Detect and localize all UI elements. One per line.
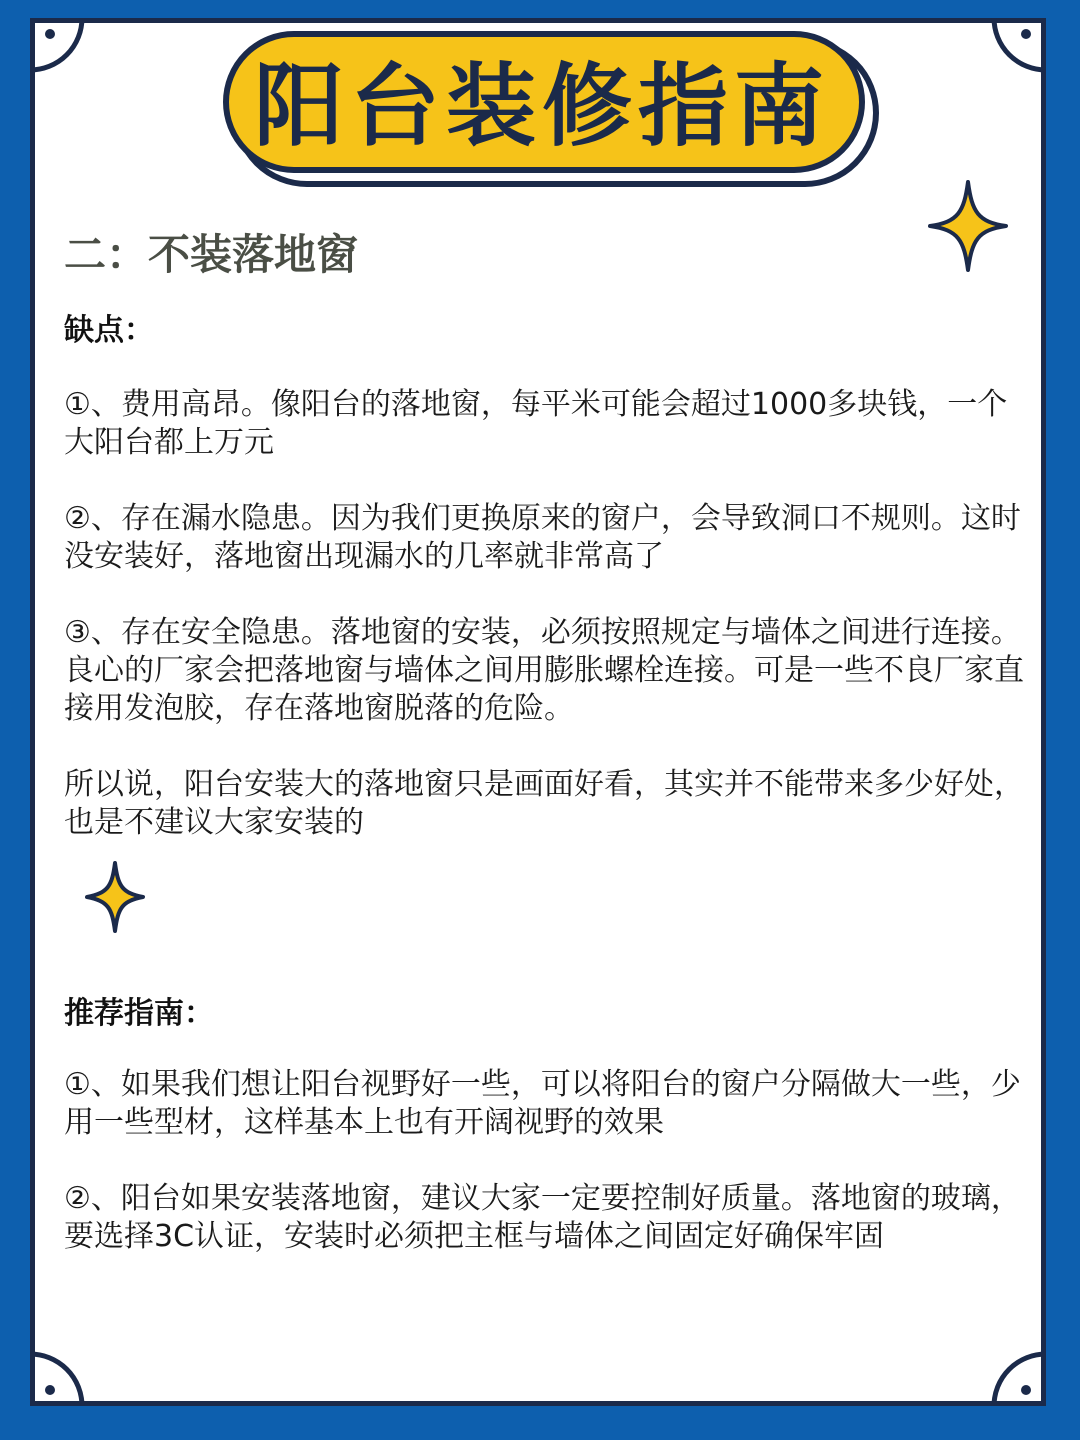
sparkle-icon <box>926 178 1010 274</box>
section-heading: 二：不装落地窗 <box>64 230 359 279</box>
corner-ornament-icon <box>986 18 1046 78</box>
recommend-label: 推荐指南： <box>64 996 214 1031</box>
recommend-item-1: ①、如果我们想让阳台视野好一些，可以将阳台的窗户分隔做大一些，少用一些型材，这样基本上也有开阔视野的效果 <box>64 1067 1021 1140</box>
page-title: 阳台装修指南 <box>254 54 830 159</box>
corner-ornament-icon <box>30 18 90 78</box>
cons-item-2: ②、存在漏水隐患。因为我们更换原来的窗户，会导致洞口不规则。这时没安装好，落地窗出现漏水的几率就非常高了 <box>64 501 1021 574</box>
cons-conclusion: 所以说，阳台安装大的落地窗只是画面好看，其实并不能带来多少好处，也是不建议大家安装的 <box>64 767 1024 840</box>
cons-item-1: ①、费用高昂。像阳台的落地窗，每平米可能会超过1000多块钱，一个大阳台都上万元 <box>64 387 1008 460</box>
recommend-item-2: ②、阳台如果安装落地窗，建议大家一定要控制好质量。落地窗的玻璃，要选择3C认证，安装时必须把主框与墙体之间固定好确保牢固 <box>64 1181 1021 1254</box>
corner-ornament-icon <box>986 1346 1046 1406</box>
cons-item-3: ③、存在安全隐患。落地窗的安装，必须按照规定与墙体之间进行连接。良心的厂家会把落地窗与墙体之间用膨胀螺栓连接。可是一些不良厂家直接用发泡胶，存在落地窗脱落的危险。 <box>64 615 1024 726</box>
sparkle-icon <box>84 860 146 934</box>
corner-ornament-icon <box>30 1346 90 1406</box>
cons-label: 缺点： <box>64 313 154 348</box>
